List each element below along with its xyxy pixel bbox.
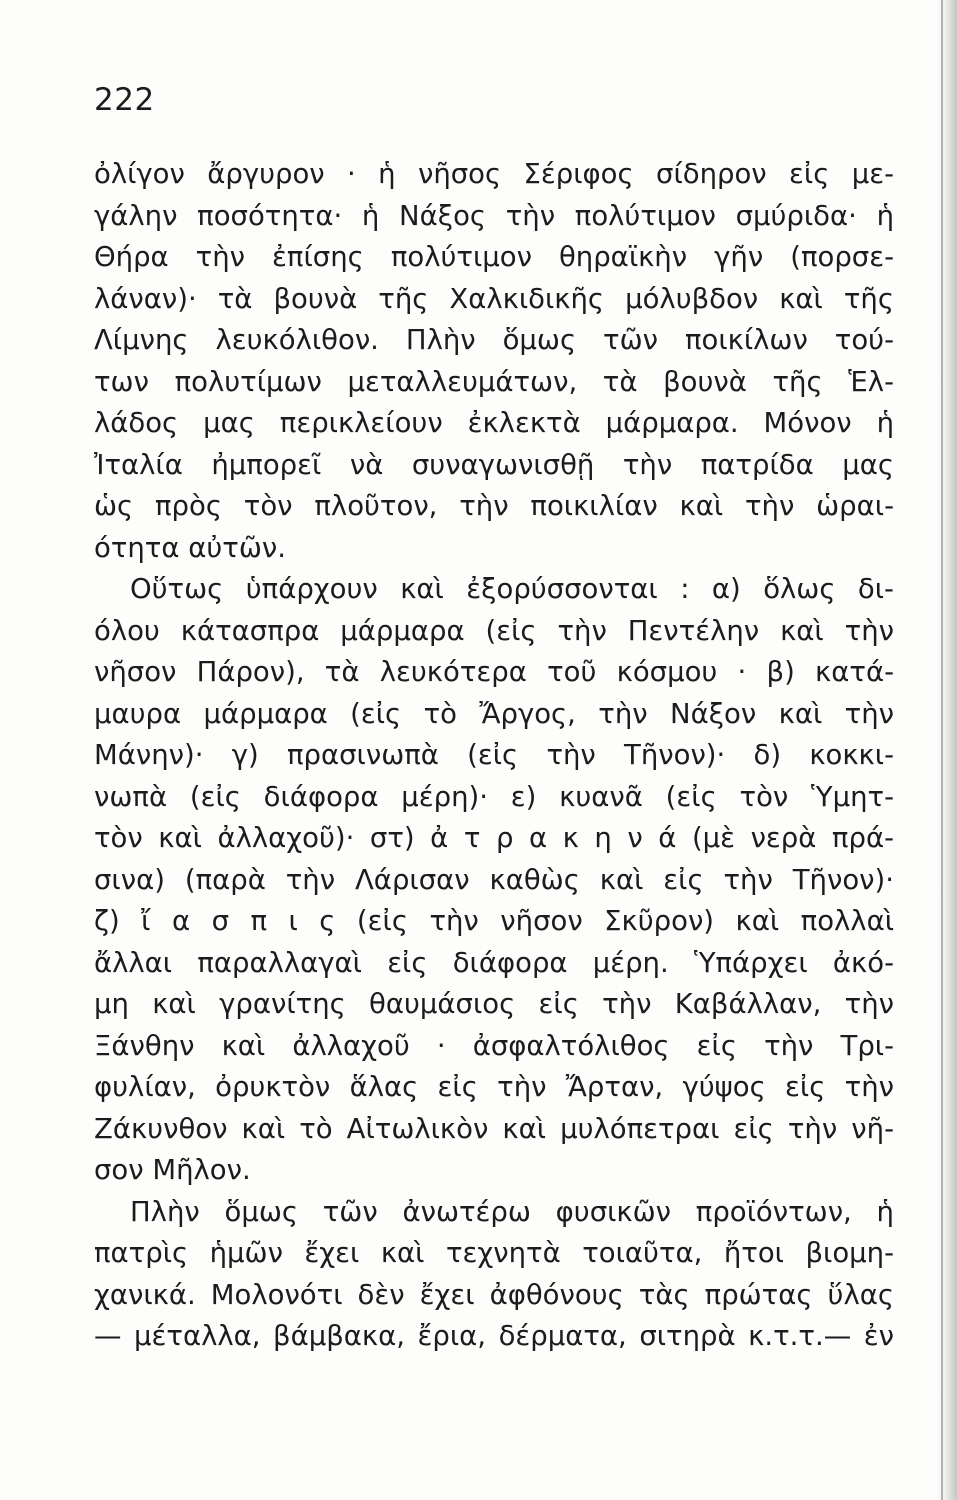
text-line: λάναν)· τὰ βουνὰ τῆς Χαλκιδικῆς μόλυβδον καὶ τῆς (94, 282, 894, 315)
text-line: Θήρα τὴν ἐπίσης πολύτιμον θηραϊκὴν γῆν (πορσε- (94, 241, 894, 273)
text-line: λάδος μας περικλείουν ἐκλεκτὰ μάρμαρα. Μόνον ἡ (94, 407, 894, 439)
page-edge-shadow (937, 0, 957, 1500)
text-line: γάλην ποσότητα· ἡ Νάξος τὴν πολύτιμον σμύριδα· ἡ (94, 199, 894, 232)
page-edge-line (941, 0, 943, 1500)
text-line: Πλὴν ὅμως τῶν ἀνωτέρω φυσικῶν προϊόντων, ἡ (130, 1195, 894, 1228)
text-line: μη καὶ γρανίτης θαυμάσιος εἰς τὴν Καβάλλαν, τὴν (94, 988, 894, 1020)
text-line: νῆσον Πάρον), τὰ λευκότερα τοῦ κόσμου · β) κατά- (94, 656, 894, 688)
text-line: τὸν καὶ ἀλλαχοῦ)· στ) ἀ τ ρ α κ η ν ά (μὲ νερὰ πρά- (94, 822, 894, 854)
text-line: Οὕτως ὑπάρχουν καὶ ἐξορύσσονται : α) ὅλως δι- (130, 573, 894, 605)
text-line: ὡς πρὸς τὸν πλοῦτον, τὴν ποικιλίαν καὶ τὴν ὡραι- (94, 490, 894, 522)
text-line: Ἰταλία ἠμπορεῖ νὰ συναγωνισθῇ τὴν πατρίδα μας (94, 448, 894, 481)
text-line: των πολυτίμων μεταλλευμάτων, τὰ βουνὰ τῆς Ἑλ- (94, 365, 894, 398)
text-line: μαυρα μάρμαρα (εἰς τὸ Ἄργος, τὴν Νάξον καὶ τὴν (94, 697, 894, 730)
text-line: Ζάκυνθον καὶ τὸ Αἰτωλικὸν καὶ μυλόπετραι εἰς τὴν νῆ- (94, 1112, 894, 1145)
text-line: σον Μῆλον. (94, 1154, 251, 1186)
text-line: Λίμνης λευκόλιθον. Πλὴν ὅμως τῶν ποικίλων τού- (94, 324, 894, 356)
text-line: Ξάνθην καὶ ἀλλαχοῦ · ἀσφαλτόλιθος εἰς τὴν Τρι- (94, 1029, 894, 1062)
text-line: χανικά. Μολονότι δὲν ἔχει ἀφθόνους τὰς πρώτας ὕλας (94, 1278, 894, 1311)
text-line: Μάνην)· γ) πρασινωπὰ (εἰς τὴν Τῆνον)· δ) κοκκι- (94, 739, 894, 771)
text-line: — μέταλλα, βάμβακα, ἔρια, δέρματα, σιτηρὰ κ.τ.τ.— ἐν (94, 1320, 894, 1352)
text-line: πατρὶς ἡμῶν ἔχει καὶ τεχνητὰ τοιαῦτα, ἤτοι βιομη- (94, 1237, 894, 1269)
text-line: σινα) (παρὰ τὴν Λάρισαν καθὼς καὶ εἰς τὴν Τῆνον)· (94, 863, 894, 896)
page-number: 222 (94, 82, 155, 118)
body-text (94, 154, 894, 1358)
text-line: νωπὰ (εἰς διάφορα μέρη)· ε) κυανᾶ (εἰς τὸν Ὑμητ- (94, 780, 894, 813)
text-line: ζ) ἴ α σ π ι ς (εἰς τὴν νῆσον Σκῦρον) καὶ πολλαὶ (94, 905, 894, 937)
text-line: ότητα αὐτῶν. (94, 531, 286, 564)
text-line: φυλίαν, ὀρυκτὸν ἅλας εἰς τὴν Ἄρταν, γύψος εἰς τὴν (94, 1071, 894, 1103)
text-line: ἄλλαι παραλλαγαὶ εἰς διάφορα μέρη. Ὑπάρχει ἀκό- (94, 946, 894, 979)
text-line: ὀλίγον ἄργυρον · ἡ νῆσος Σέριφος σίδηρον εἰς με- (94, 158, 894, 190)
text-line: όλου κάτασπρα μάρμαρα (εἰς τὴν Πεντέλην καὶ τὴν (94, 614, 894, 647)
